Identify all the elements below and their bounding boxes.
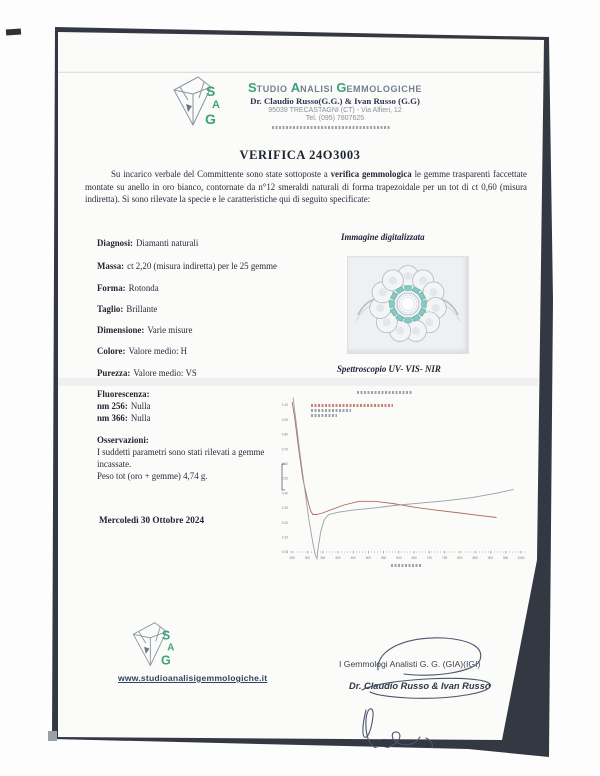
scan-streak: [58, 378, 538, 386]
field-label: Forma:: [97, 283, 126, 293]
field-dimensione: [97, 325, 192, 335]
spectrum-chart: [275, 388, 537, 572]
logo-letter-g: G: [161, 653, 171, 668]
svg-text:0.40: 0.40: [281, 491, 288, 496]
company-rest: TUDIO: [256, 84, 291, 94]
logo-letter-g: G: [205, 111, 216, 127]
field-taglio: [97, 304, 157, 314]
address-line: 95039 TRECASTAGNI (CT) - Via Alfieri, 12: [268, 107, 402, 114]
company-initial: S: [247, 80, 257, 95]
fluo-row-label: nm 256:: [97, 401, 128, 411]
website-link: www.studioanalisigemmologiche.it: [118, 673, 268, 683]
intro-text: Su incarico verbale del Committente sono state sottoposte a: [111, 169, 331, 179]
fluo-row-value: Nulla: [130, 401, 151, 411]
svg-text:500: 500: [365, 556, 372, 560]
field-value: Rotonda: [128, 283, 159, 293]
logo-letter-s: S: [161, 628, 171, 643]
field-colore: [97, 346, 187, 356]
paper-fold-line: [58, 71, 541, 73]
field-value: Valore medio: H: [128, 346, 188, 356]
svg-text:650: 650: [411, 556, 417, 560]
field-value: Brillante: [126, 304, 158, 314]
company-name: [205, 80, 465, 95]
svg-text:0.90: 0.90: [281, 417, 288, 422]
svg-text:0.60: 0.60: [281, 462, 288, 466]
company-initial: G: [336, 80, 347, 95]
logo-letter-a: A: [212, 99, 220, 111]
logo-letter-a: A: [167, 642, 175, 654]
svg-text:850: 850: [472, 556, 478, 560]
osservazioni-label: Osservazioni:: [97, 435, 149, 445]
svg-text:0.10: 0.10: [281, 535, 288, 540]
svg-text:0.80: 0.80: [281, 432, 288, 437]
field-label: Dimensione:: [97, 325, 145, 335]
svg-text:0.50: 0.50: [281, 476, 288, 481]
svg-text:700: 700: [426, 556, 433, 560]
gemologists-line: I Gemmologi Analisti G. G. (GIA)(IGI): [339, 659, 481, 669]
company-initial: A: [290, 80, 301, 95]
osservazioni-text: Peso tot (oro + gemme) 4,74 g.: [97, 471, 208, 481]
svg-text:0.00: 0.00: [281, 550, 288, 555]
osservazioni-text: I suddetti parametri sono stati rilevati a gemme: [97, 447, 265, 457]
svg-text:1.00: 1.00: [281, 403, 288, 408]
certificate-date: Mercoledì 30 Ottobre 2024: [99, 515, 205, 525]
sag-logo-footer: [126, 620, 180, 670]
certificate-title: VERIFICA 24O3003: [239, 148, 361, 162]
field-label: Diagnosi:: [97, 238, 133, 248]
field-diagnosi: [97, 238, 198, 248]
company-rest: EMMOLOGICHE: [346, 84, 423, 94]
signatories-line: Dr. Claudio Russo & Ivan Russo: [349, 681, 491, 691]
intro-bold-text: verifica gemmologica: [330, 169, 412, 179]
digitized-image-caption: Immagine digitalizzata: [341, 232, 425, 242]
letterhead: [205, 80, 465, 122]
doctors-line: Dr. Claudio Russo(G.G.) & Ivan Russo (G.G): [250, 96, 420, 106]
field-label: Purezza:: [97, 368, 131, 378]
phone-line: Tel. (095) 7807625: [305, 115, 365, 122]
svg-text:0.20: 0.20: [281, 520, 288, 525]
svg-text:800: 800: [457, 556, 463, 560]
fiscal-fine-print: [272, 126, 390, 129]
svg-text:750: 750: [441, 556, 448, 560]
svg-text:250: 250: [289, 556, 295, 560]
fluorescenza-label: Fluorescenza:: [97, 389, 150, 399]
field-purezza: [97, 368, 197, 378]
svg-text:300: 300: [304, 556, 311, 560]
field-value: Varie misure: [147, 325, 193, 335]
svg-text:950: 950: [502, 556, 509, 560]
spectroscope-caption: Spettroscopio UV- VIS- NIR: [337, 364, 441, 374]
field-massa: [97, 261, 277, 271]
field-label: Taglio:: [97, 304, 124, 314]
company-rest: NALISI: [300, 84, 337, 94]
osservazioni-block: [97, 434, 264, 482]
svg-text:0.30: 0.30: [281, 506, 288, 511]
spectrum-plot-area: [275, 388, 537, 572]
field-label: Colore:: [97, 346, 126, 356]
logo-letter-s: S: [206, 83, 216, 99]
svg-text:350: 350: [319, 556, 326, 560]
intro-paragraph: [85, 168, 527, 206]
svg-text:400: 400: [335, 556, 341, 560]
svg-text:1000: 1000: [517, 556, 525, 560]
center-diamond: [397, 293, 419, 315]
svg-text:0.70: 0.70: [281, 447, 288, 452]
field-value: Diamanti naturali: [136, 238, 199, 248]
field-value: ct 2,20 (misura indiretta) per le 25 gemme: [127, 261, 277, 271]
fluo-row-label: nm 366:: [97, 413, 128, 423]
fluo-row-value: Nulla: [130, 413, 151, 423]
field-label: Massa:: [97, 261, 125, 271]
ring-illustration: [348, 257, 468, 353]
svg-text:450: 450: [350, 556, 356, 560]
ring-photo: [347, 256, 469, 354]
field-forma: [97, 283, 159, 293]
field-value: Valore medio: VS: [133, 368, 197, 378]
svg-text:600: 600: [396, 556, 402, 560]
svg-text:900: 900: [487, 556, 494, 560]
handwritten-signature: [332, 618, 532, 748]
fluorescenza-block: [97, 388, 153, 424]
intro-text: le gemme trasparenti faccettate montate su anello in oro bianco, contornate da n°12 smeraldi naturali di forma trapezoidale per un tot di ct 0,60 (misura indiretta). Si sono rilevate la specie e le caratteristiche qui di seguito specificate:: [85, 169, 527, 205]
svg-text:550: 550: [380, 556, 387, 560]
osservazioni-text: incassate.: [97, 459, 132, 469]
